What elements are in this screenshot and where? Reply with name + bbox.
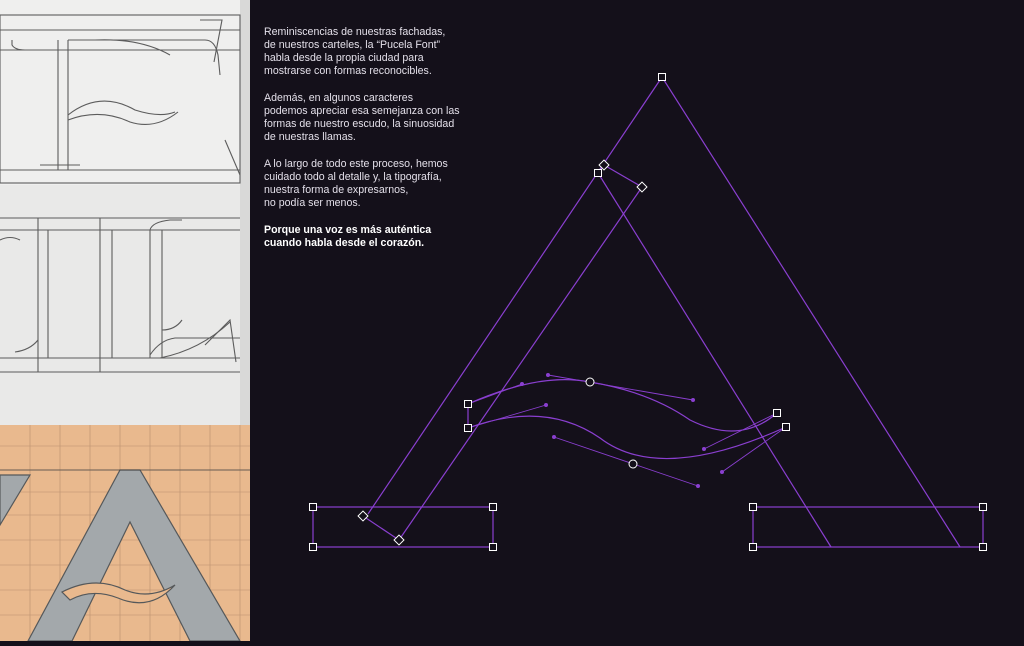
closing-statement: Porque una voz es más auténtica cuando habla desde el corazón. [264,224,432,249]
paragraph-2: Además, en algunos caracteres podemos apreciar esa semejanza con las formas de nuestro escudo, la sinuosidad de nuestras llamas. [264,92,460,143]
bezier-construction [250,0,1024,641]
paragraph-3: A lo largo de todo este proceso, hemos cuidado todo al detalle y, la tipografía, nuestra forma de expresarnos, no podía ser menos. [264,158,448,209]
pencil-sketches [0,0,250,641]
a-outer-outline [368,77,960,547]
sketch-sheet-top [0,0,250,185]
flame-lower-curve [468,416,786,458]
a-left-stem-inner [399,187,642,540]
flame-upper-curve [468,380,777,431]
right-serif [753,507,983,547]
anchor-points [310,74,987,551]
a-right-stem-inner [598,173,831,547]
paragraph-1: Reminiscencias de nuestras fachadas, de nuestros carteles, la “Pucela Font” habla desde la propia ciudad para mostrarse con formas reconocibles. [264,26,446,77]
sketch-panel [0,0,250,641]
vector-letter-a [250,0,1024,641]
